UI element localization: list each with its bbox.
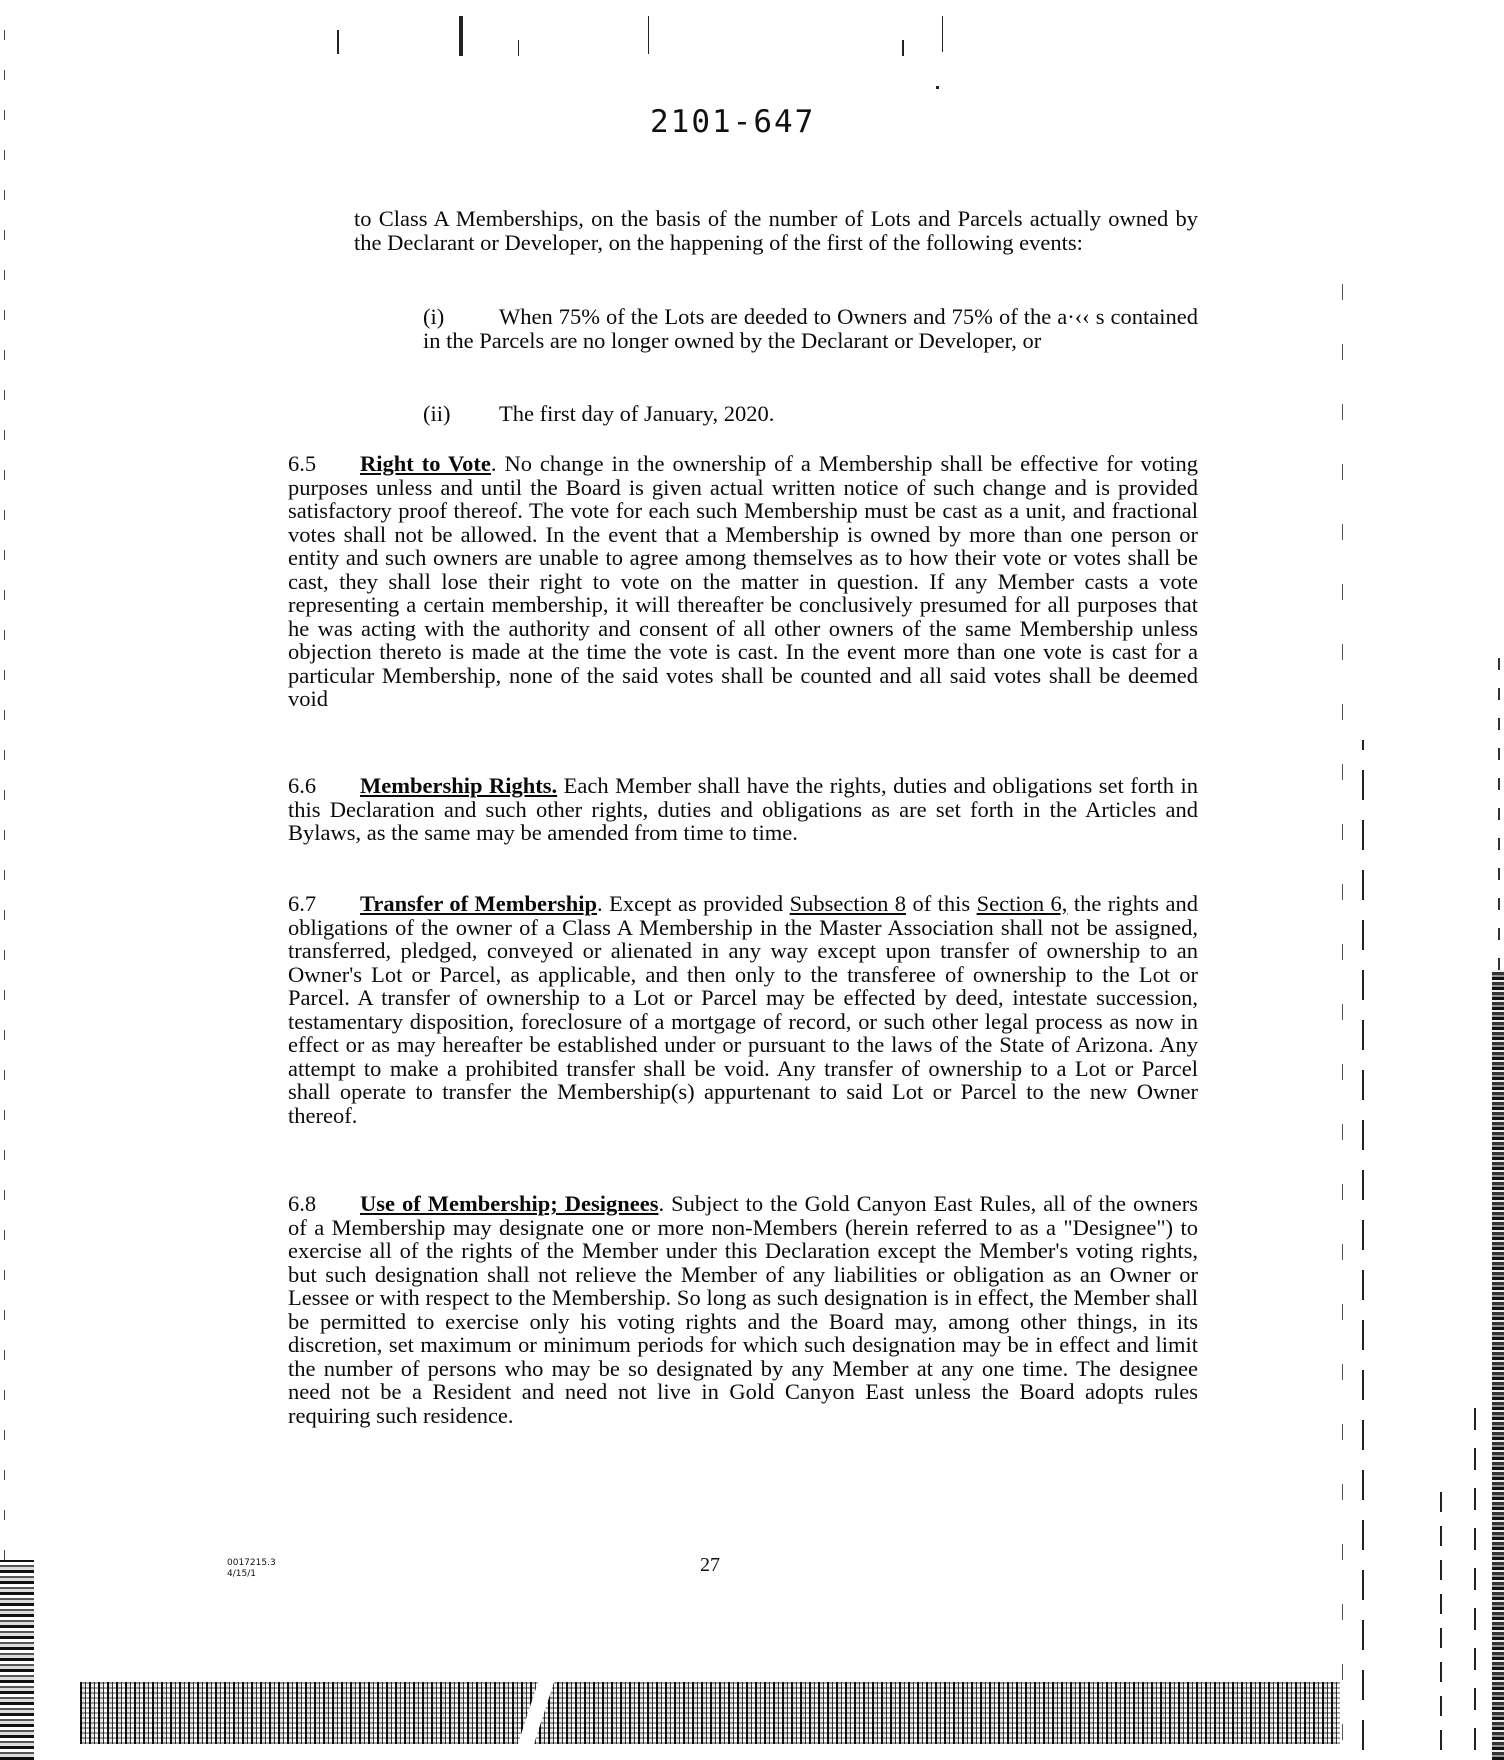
footer-document-code <box>227 1558 276 1580</box>
section-body: . No change in the ownership of a Membership shall be effective for voting purposes unless and until the Board is given actual written notice of such change and is provided satisfactory proof thereof. The vote for each such Membership must be cast as a unit, and fractional votes shall not be allowed. In the event that a Membership is owned by more than one person or entity and such owners are unable to agree among themselves as to how their vote or votes shall be cast, they shall lose their right to vote on the matter in question. If any Member casts a vote representing a certain membership, it will thereafter be conclusively presumed for all purposes that he was acting with the authority and consent of all other owners of the same Membership unless objection thereto is made at the time the vote is cast. In the event more than one vote is cast for a particular Membership, none of the said votes shall be counted and all said votes shall be deemed void <box>288 451 1198 711</box>
footer-code-line: 4/15/1 <box>227 1569 256 1579</box>
scan-mark <box>1362 740 1364 1750</box>
scan-mark <box>4 0 5 1560</box>
page-number: 27 <box>700 1554 720 1576</box>
section-6-6 <box>288 774 1198 845</box>
scan-mark <box>902 40 904 56</box>
scan-mark <box>459 16 463 56</box>
sub-item-number: (ii) <box>423 401 451 426</box>
sub-item-text: When 75% of the Lots are deeded to Owners and 75% of the a·‹‹ s contained in the Parcels are no longer owned by the Declarant or Developer, or <box>423 304 1198 353</box>
section-number: 6.7 <box>288 891 317 916</box>
scan-mark <box>1342 260 1343 1740</box>
document-number: 2101-647 <box>650 104 816 140</box>
section-body: of this <box>906 891 977 916</box>
section-number: 6.8 <box>288 1191 317 1216</box>
footer-code-line: 0017215.3 <box>227 1558 276 1568</box>
section-heading: Membership Rights. <box>360 773 558 798</box>
scan-mark <box>936 86 939 89</box>
scan-mark <box>1440 1480 1442 1750</box>
section-heading: Transfer of Membership <box>360 891 598 916</box>
sub-item-text: The first day of January, 2020. <box>499 401 775 426</box>
section-number: 6.5 <box>288 451 317 476</box>
scan-mark <box>337 30 339 54</box>
cross-reference: Section 6, <box>976 891 1068 916</box>
section-heading: Right to Vote <box>360 451 491 476</box>
section-body: . Subject to the Gold Canyon East Rules, all of the owners of a Membership may designate one or more non-Members (herein referred to as a "Designee") to exercise all of the rights of the Member under this Declaration except the Member's voting rights, but such designation shall not relieve the Member of any liabilities or obligation as an Owner or Lessee or with respect to the Membership. So long as such designation is in effect, the Member shall be permitted to exercise only his voting rights and the Board may, among other things, in its discretion, set maximum or minimum periods for which such designation may be in effect and limit the number of persons who may be so designated by any Member at any one time. The designee need not be a Resident and need not live in Gold Canyon East unless the Board adopts rules requiring such residence. <box>288 1191 1198 1428</box>
scan-mark <box>648 16 649 54</box>
section-6-7 <box>288 892 1198 1127</box>
section-body: Each Member shall have the rights, duties and obligations set forth in this Declaration and such other rights, duties and obligations as are set forth in the Articles and Bylaws, as the same may be amended from time to time. <box>288 773 1199 845</box>
section-body: . Except as provided <box>597 891 790 916</box>
scan-noise-bottom <box>80 1682 1340 1744</box>
scan-noise-right <box>1492 970 1504 1760</box>
cross-reference: Subsection 8 <box>789 891 907 916</box>
scan-mark <box>942 16 943 52</box>
section-6-8 <box>288 1192 1198 1427</box>
sub-item-number: (i) <box>423 304 445 329</box>
section-number: 6.6 <box>288 773 317 798</box>
scan-mark <box>518 40 519 56</box>
section-body: the rights and obligations of the owner of a Class A Membership in the Master Association shall not be assigned, transferred, pledged, conveyed or alienated in any way except upon transfer of ownership to an Owner's Lot or Parcel, as applicable, and then only to the transferee of ownership to the Lot or Parcel. A transfer of ownership to a Lot or Parcel may be effected by deed, intestate succession, testamentary disposition, foreclosure of a mortgage of record, or such other legal process as now in effect or as may hereafter be established under or pursuant to the laws of the State of Arizona. Any attempt to make a prohibited transfer shall be void. Any transfer of ownership to a Lot or Parcel shall operate to transfer the Membership(s) appurtenant to said Lot or Parcel to the new Owner thereof. <box>288 891 1198 1128</box>
scan-mark <box>1498 650 1500 970</box>
sub-item-i <box>425 305 1198 352</box>
section-heading: Use of Membership; Designees <box>360 1191 659 1216</box>
section-6-5 <box>288 452 1198 711</box>
scan-mark <box>1474 1400 1476 1750</box>
intro-paragraph: to Class A Memberships, on the basis of the number of Lots and Parcels actually owned by the Declarant or Developer, on the happening of the first of the following events: <box>354 206 1198 255</box>
sub-item-ii <box>425 402 1198 426</box>
scan-noise-left <box>0 1560 34 1760</box>
